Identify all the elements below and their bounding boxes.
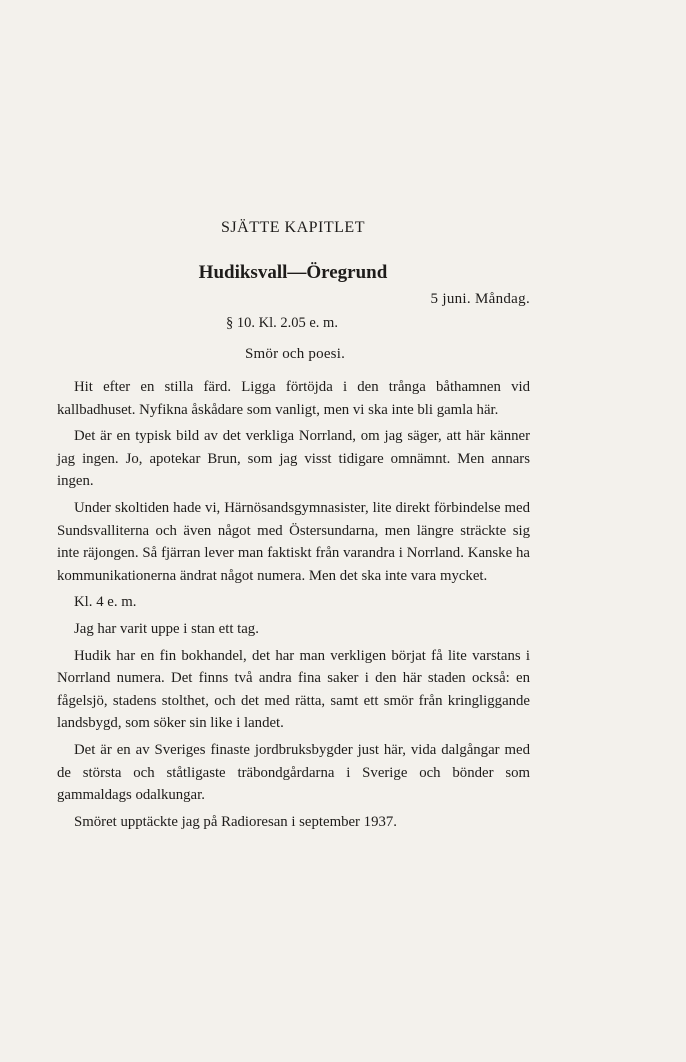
- chapter-heading: SJÄTTE KAPITLET: [221, 219, 365, 236]
- paragraph: Det är en av Sveriges finaste jordbruksbygder just här, vida dalgångar med de största och ståtligaste träbondgårdarna i Sverige och bönder som gammaldags odalkungar.: [57, 741, 530, 804]
- paragraph: Hudik har en fin bokhandel, det har man verkligen börjat få lite varstans i Norrland numera. Det finns två andra fina saker i den här staden också: en fågelsjö, stadens stolthet, och det med rätta, samt ett smör från kringliggande landsbygd, som söker sin like i landet.: [57, 647, 530, 732]
- paragraph: Hit efter en stilla färd. Ligga förtöjda i den trånga båthamnen vid kallbadhuset. Nyfikna åskådare som vanligt, men vi ska inte bli gamla här.: [57, 379, 530, 418]
- section-marker: § 10. Kl. 2.05 e. m.: [226, 315, 338, 331]
- paragraph: Det är en typisk bild av det verkliga Norrland, om jag säger, att här känner jag ingen. Jo, apotekar Brun, som jag visst tidigare omnämnt. Men annars ingen.: [57, 428, 530, 490]
- paragraph: Smöret upptäckte jag på Radioresan i september 1937.: [74, 813, 397, 830]
- entry-date: 5 juni. Måndag.: [430, 291, 530, 307]
- paragraph: Kl. 4 e. m.: [74, 594, 137, 611]
- paragraph: Jag har varit uppe i stan ett tag.: [74, 620, 259, 637]
- section-subtitle: Smör och poesi.: [244, 346, 346, 362]
- paragraph: Under skoltiden hade vi, Härnösandsgymnasister, lite direkt förbindelse med Sundsvalliterna och även något med Östersundarna, men längre sträckte sig inte räjongen. Så fjärran lever man faktiskt från varandra i Norrland. Kanske ha kommunikationerna ändrat något numera. Men det ska inte vara mycket.: [57, 499, 530, 584]
- chapter-title: Hudiksvall—Öregrund: [198, 262, 388, 283]
- body-text: [57, 376, 530, 837]
